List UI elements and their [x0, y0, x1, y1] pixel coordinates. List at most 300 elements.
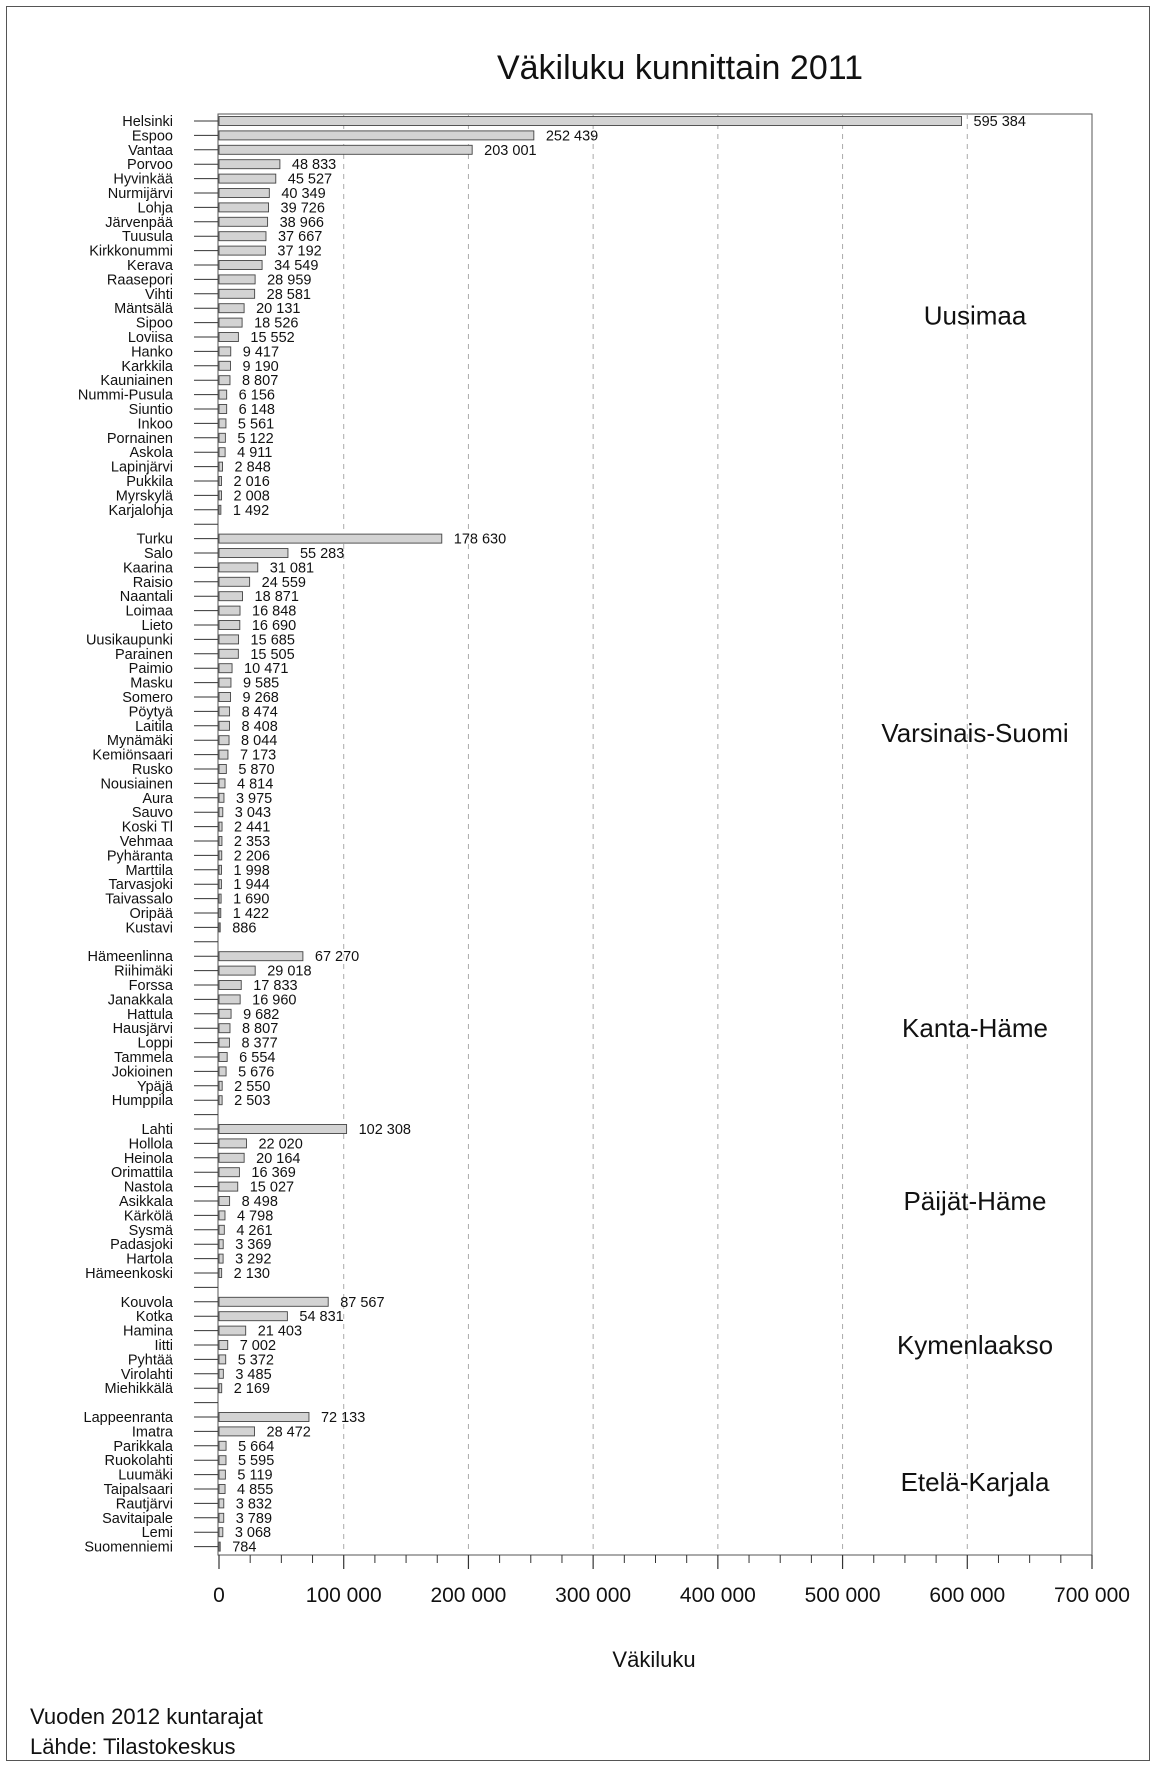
category-label: Naantali: [119, 589, 173, 606]
bar: [219, 232, 266, 241]
bar: [219, 664, 232, 673]
bar: [219, 1297, 328, 1306]
category-label: Inkoo: [137, 416, 173, 433]
category-label: Taipalsaari: [103, 1482, 173, 1498]
category-label: Myrskylä: [115, 488, 173, 505]
category-label: Hamina: [123, 1323, 173, 1340]
data-label: 8 498: [241, 1194, 278, 1210]
category-label: Savitaipale: [102, 1510, 173, 1527]
data-label: 4 855: [237, 1482, 274, 1498]
bar: [219, 1528, 223, 1537]
bar: [219, 160, 280, 169]
category-label: Mäntsälä: [114, 301, 173, 318]
bar: [219, 1125, 347, 1134]
bar: [219, 1081, 222, 1090]
category-label: Janakkala: [107, 992, 173, 1009]
data-label: 20 131: [256, 301, 301, 318]
bar: [219, 750, 228, 759]
data-label: 252 439: [545, 128, 599, 145]
category-label: Pornainen: [106, 430, 173, 447]
data-label: 102 308: [358, 1122, 412, 1138]
bar: [219, 865, 221, 874]
bar: [219, 347, 231, 356]
bar: [219, 275, 255, 284]
category-label: Luumäki: [118, 1467, 173, 1484]
category-label: Helsinki: [122, 114, 173, 130]
bar: [219, 1139, 246, 1148]
bar: [219, 145, 472, 154]
bar: [219, 261, 262, 270]
category-label: Karjalohja: [108, 502, 173, 519]
data-label: 886: [232, 920, 257, 937]
data-label: 2 503: [234, 1093, 271, 1110]
data-label: 72 133: [320, 1410, 366, 1426]
bar: [219, 1384, 222, 1393]
bar: [219, 1053, 227, 1062]
bar: [219, 635, 239, 644]
bar: [219, 1211, 225, 1220]
bar: [219, 376, 230, 385]
category-label: Forssa: [128, 978, 173, 994]
category-label: Loppi: [137, 1035, 173, 1052]
category-label: Parikkala: [113, 1438, 173, 1455]
category-label: Hausjärvi: [112, 1021, 173, 1038]
category-label: Pukkila: [126, 474, 173, 490]
category-label: Oripää: [129, 906, 173, 922]
bar: [219, 563, 258, 572]
data-label: 1 690: [233, 891, 270, 908]
bar: [219, 318, 242, 327]
bar: [219, 1341, 228, 1350]
bar: [219, 1413, 309, 1422]
bar: [219, 477, 222, 486]
bar: [219, 1355, 226, 1364]
x-tick-label: 300 000: [555, 1584, 632, 1607]
bar: [219, 981, 241, 990]
x-tick-label: 700 000: [1054, 1584, 1130, 1607]
bar: [219, 361, 230, 370]
data-label: 3 975: [235, 790, 273, 807]
data-label: 67 270: [314, 949, 360, 966]
data-label: 15 505: [250, 646, 295, 663]
category-label: Pyhtää: [127, 1352, 173, 1369]
x-axis-label: Väkiluku: [612, 1647, 696, 1672]
bar: [219, 995, 240, 1004]
category-label: Taivassalo: [105, 891, 173, 908]
category-label: Salo: [143, 546, 173, 562]
category-label: Rautjärvi: [115, 1496, 173, 1513]
x-tick-label: 0: [213, 1584, 225, 1607]
data-label: 7 173: [239, 747, 277, 764]
data-label: 28 581: [266, 286, 312, 303]
data-label: 20 164: [256, 1150, 301, 1167]
data-label: 38 966: [279, 214, 324, 231]
data-label: 3 043: [234, 805, 272, 822]
data-label: 18 871: [254, 589, 299, 606]
data-label: 29 018: [267, 963, 312, 980]
bar: [219, 779, 225, 788]
data-label: 8 474: [241, 704, 278, 721]
data-label: 3 369: [235, 1237, 272, 1254]
bar: [219, 333, 238, 342]
bar: [219, 405, 227, 414]
data-label: 6 554: [239, 1050, 276, 1066]
bar: [219, 1024, 230, 1033]
bar: [219, 289, 255, 298]
category-label: Kotka: [135, 1309, 173, 1326]
data-label: 21 403: [257, 1323, 303, 1340]
bar: [219, 649, 238, 658]
category-label: Ypäjä: [136, 1078, 173, 1095]
bar: [219, 736, 229, 745]
bar: [219, 1485, 225, 1494]
data-label: 4 798: [236, 1208, 274, 1225]
data-label: 3 292: [235, 1251, 272, 1268]
bar: [219, 693, 231, 702]
category-label: Aura: [142, 790, 173, 807]
category-label: Heinola: [123, 1150, 173, 1167]
bar: [219, 1269, 222, 1278]
category-label: Vantaa: [128, 142, 173, 159]
category-label: Hanko: [131, 344, 173, 361]
data-label: 16 960: [252, 992, 297, 1009]
data-label: 15 027: [249, 1179, 295, 1196]
data-label: 48 833: [291, 157, 337, 174]
bar: [219, 390, 227, 399]
bar: [219, 1254, 223, 1263]
category-label: Nousiainen: [100, 776, 173, 793]
source-note: Lähde: Tilastokeskus: [30, 1734, 236, 1759]
bar: [219, 1542, 220, 1551]
data-label: 15 685: [250, 632, 295, 649]
bar: [219, 721, 229, 730]
bar: [219, 1240, 223, 1249]
bar: [219, 433, 225, 442]
bar: [219, 923, 220, 932]
category-label: Tuusula: [121, 229, 173, 246]
bar: [219, 577, 250, 586]
category-label: Tarvasjoki: [108, 877, 173, 894]
region-label: Kanta-Häme: [902, 1013, 1048, 1044]
bar: [219, 534, 442, 543]
category-label: Hartola: [126, 1251, 173, 1268]
bar: [219, 1470, 225, 1479]
category-label: Nurmijärvi: [107, 186, 173, 202]
data-label: 16 690: [251, 618, 297, 634]
category-label: Tammela: [114, 1050, 173, 1066]
bar: [219, 1009, 231, 1018]
category-label: Masku: [130, 675, 173, 692]
region-label: Uusimaa: [923, 300, 1027, 331]
data-label: 37 667: [277, 229, 323, 246]
data-label: 2 008: [233, 488, 270, 505]
category-label: Vehmaa: [119, 834, 173, 850]
data-label: 1 492: [232, 502, 270, 519]
data-label: 595 384: [973, 114, 1026, 130]
bar: [219, 909, 221, 918]
bar: [219, 1067, 226, 1076]
data-label: 2 848: [234, 459, 271, 476]
bar: [219, 952, 303, 961]
bar: [219, 1096, 222, 1105]
bar: [219, 621, 240, 630]
data-label: 10 471: [244, 661, 289, 678]
category-label: Kouvola: [120, 1294, 173, 1311]
category-label: Somero: [122, 690, 173, 706]
category-label: Loimaa: [125, 603, 173, 620]
category-label: Sipoo: [135, 315, 173, 332]
region-label: Varsinais-Suomi: [881, 718, 1069, 748]
bar: [219, 117, 962, 126]
category-label: Hämeenlinna: [87, 949, 173, 966]
data-label: 2 016: [233, 474, 270, 490]
data-label: 5 372: [237, 1352, 274, 1369]
category-label: Lappeenranta: [83, 1410, 173, 1426]
x-tick-label: 400 000: [679, 1584, 756, 1607]
category-label: Hyvinkää: [113, 171, 173, 188]
category-label: Paimio: [128, 661, 173, 678]
data-label: 5 122: [237, 430, 274, 447]
data-label: 8 377: [241, 1035, 278, 1052]
bar: [219, 505, 221, 514]
chart-title: Väkiluku kunnittain 2011: [496, 49, 864, 87]
bar: [219, 1369, 223, 1378]
data-label: 2 441: [234, 819, 271, 836]
bar: [219, 304, 244, 313]
category-label: Marttila: [125, 862, 173, 879]
bar: [219, 606, 240, 615]
data-label: 2 206: [233, 848, 271, 865]
data-label: 8 807: [241, 373, 279, 390]
bar: [219, 966, 255, 975]
data-label: 17 833: [253, 978, 298, 994]
data-label: 3 789: [235, 1510, 273, 1527]
bar: [219, 1427, 255, 1436]
data-label: 5 561: [237, 416, 275, 433]
category-label: Iitti: [154, 1338, 173, 1354]
region-label: Päijät-Häme: [903, 1186, 1047, 1216]
data-label: 54 831: [299, 1309, 344, 1326]
category-label: Nummi-Pusula: [77, 387, 173, 404]
data-label: 5 870: [238, 762, 275, 778]
data-label: 5 119: [237, 1467, 273, 1484]
category-label: Pyhäranta: [106, 848, 173, 865]
category-label: Raasepori: [106, 272, 173, 289]
category-label: Kaarina: [123, 560, 173, 577]
bar: [219, 851, 222, 860]
data-label: 3 485: [235, 1366, 272, 1383]
data-label: 178 630: [453, 531, 507, 548]
bar: [219, 1197, 230, 1206]
category-label: Kauniainen: [100, 373, 173, 390]
bar: [219, 217, 268, 226]
category-label: Jokioinen: [111, 1064, 173, 1081]
x-tick-label: 600 000: [929, 1584, 1006, 1607]
bar: [219, 203, 269, 212]
bar: [219, 1182, 238, 1191]
bar: [219, 174, 276, 183]
bar: [219, 894, 221, 903]
data-label: 8 408: [241, 718, 278, 735]
category-label: Turku: [136, 531, 173, 548]
category-label: Nastola: [123, 1179, 173, 1196]
bar: [219, 1225, 224, 1234]
bar: [219, 1499, 224, 1508]
borders-note: Vuoden 2012 kuntarajat: [30, 1704, 263, 1729]
bar: [219, 1168, 239, 1177]
bar: [219, 189, 269, 198]
category-label: Asikkala: [119, 1194, 173, 1210]
data-label: 6 156: [238, 387, 275, 404]
data-label: 3 832: [235, 1496, 273, 1513]
category-label: Kärkölä: [123, 1208, 173, 1225]
category-label: Uusikaupunki: [85, 632, 173, 649]
category-label: Virolahti: [120, 1366, 173, 1383]
category-label: Askola: [129, 445, 173, 462]
bar: [219, 491, 222, 500]
category-label: Raisio: [132, 574, 173, 591]
bar: [219, 419, 226, 428]
category-label: Sauvo: [131, 805, 173, 822]
bar: [219, 549, 288, 558]
data-label: 5 676: [238, 1064, 275, 1081]
bar: [219, 837, 222, 846]
category-label: Humppila: [111, 1093, 173, 1110]
category-label: Riihimäki: [114, 963, 173, 980]
category-label: Loviisa: [127, 330, 173, 346]
bar: [219, 592, 243, 601]
category-label: Parainen: [114, 646, 173, 663]
bar: [219, 246, 265, 255]
bar: [219, 880, 221, 889]
category-label: Lahti: [141, 1122, 173, 1138]
category-label: Hollola: [128, 1136, 173, 1153]
data-label: 39 726: [280, 200, 325, 217]
data-label: 9 417: [242, 344, 280, 361]
data-label: 34 549: [274, 258, 319, 274]
data-label: 28 959: [267, 272, 312, 289]
bar: [219, 678, 231, 687]
bar: [219, 822, 222, 831]
category-label: Hattula: [127, 1006, 173, 1023]
category-label: Siuntio: [128, 402, 173, 418]
data-label: 55 283: [299, 546, 345, 562]
data-label: 4 911: [237, 445, 273, 462]
data-label: 4 261: [236, 1222, 273, 1239]
data-label: 37 192: [277, 243, 322, 260]
data-label: 2 550: [234, 1078, 271, 1095]
category-label: Lemi: [141, 1525, 173, 1542]
data-label: 87 567: [340, 1294, 385, 1311]
category-label: Orimattila: [110, 1165, 173, 1182]
category-label: Miehikkälä: [104, 1381, 173, 1398]
category-label: Sysmä: [128, 1222, 173, 1239]
data-label: 1 944: [233, 877, 270, 894]
x-tick-label: 500 000: [804, 1584, 881, 1607]
bar: [219, 765, 226, 774]
data-label: 2 130: [233, 1266, 270, 1282]
data-label: 15 552: [250, 330, 295, 346]
region-label: Etelä-Karjala: [900, 1466, 1050, 1497]
bar: [219, 462, 223, 471]
category-label: Lieto: [141, 618, 173, 634]
category-label: Suomenniemi: [84, 1539, 173, 1556]
bar: [219, 1441, 226, 1450]
category-label: Espoo: [131, 128, 173, 145]
bar: [219, 1326, 246, 1335]
bar: [219, 707, 230, 716]
category-label: Porvoo: [127, 157, 173, 174]
category-label: Kemiönsaari: [92, 747, 173, 764]
category-label: Kirkkonummi: [89, 243, 173, 260]
data-label: 1 998: [233, 862, 270, 879]
category-label: Imatra: [131, 1424, 173, 1441]
bar: [219, 1153, 244, 1162]
category-label: Ruokolahti: [104, 1453, 173, 1470]
data-label: 16 369: [251, 1165, 296, 1182]
x-tick-label: 100 000: [305, 1584, 382, 1607]
category-label: Padasjoki: [110, 1237, 173, 1254]
data-label: 40 349: [281, 186, 326, 202]
bar: [219, 1456, 226, 1465]
data-label: 9 585: [242, 675, 280, 692]
data-label: 2 353: [233, 834, 271, 850]
data-label: 3 068: [234, 1525, 272, 1542]
bar: [219, 448, 225, 457]
category-label: Rusko: [131, 762, 173, 778]
category-label: Vihti: [145, 286, 173, 303]
data-label: 5 595: [237, 1453, 275, 1470]
bar: [219, 808, 223, 817]
region-label: Kymenlaakso: [896, 1330, 1054, 1360]
bar: [219, 131, 534, 140]
data-label: 31 081: [269, 560, 315, 577]
x-tick-label: 200 000: [430, 1584, 507, 1607]
category-label: Pöytyä: [128, 704, 173, 721]
category-label: Kerava: [127, 258, 173, 274]
data-label: 24 559: [261, 574, 306, 591]
data-label: 4 814: [237, 776, 274, 793]
data-label: 8 044: [241, 733, 278, 750]
data-label: 1 422: [232, 906, 270, 922]
category-label: Laitila: [135, 718, 173, 735]
data-label: 6 148: [238, 402, 275, 418]
category-label: Lohja: [137, 200, 173, 217]
category-label: Hämeenkoski: [85, 1266, 173, 1282]
data-label: 16 848: [252, 603, 297, 620]
category-label: Koski Tl: [121, 819, 173, 836]
data-label: 45 527: [287, 171, 333, 188]
category-label: Mynämäki: [106, 733, 173, 750]
data-label: 784: [232, 1539, 257, 1556]
data-label: 9 268: [242, 690, 279, 706]
category-label: Lapinjärvi: [110, 459, 173, 476]
data-label: 2 169: [233, 1381, 271, 1398]
data-label: 18 526: [254, 315, 299, 332]
plot-area: [78, 114, 1130, 1607]
category-label: Karkkila: [121, 358, 173, 375]
data-label: 7 002: [239, 1338, 277, 1354]
data-label: 9 682: [243, 1006, 280, 1023]
category-label: Järvenpää: [105, 214, 173, 231]
data-label: 28 472: [266, 1424, 311, 1441]
data-label: 203 001: [484, 142, 537, 159]
bar: [219, 793, 224, 802]
bar: [219, 1513, 224, 1522]
data-label: 22 020: [258, 1136, 303, 1153]
data-label: 5 664: [238, 1438, 275, 1455]
category-label: Kustavi: [125, 920, 173, 937]
